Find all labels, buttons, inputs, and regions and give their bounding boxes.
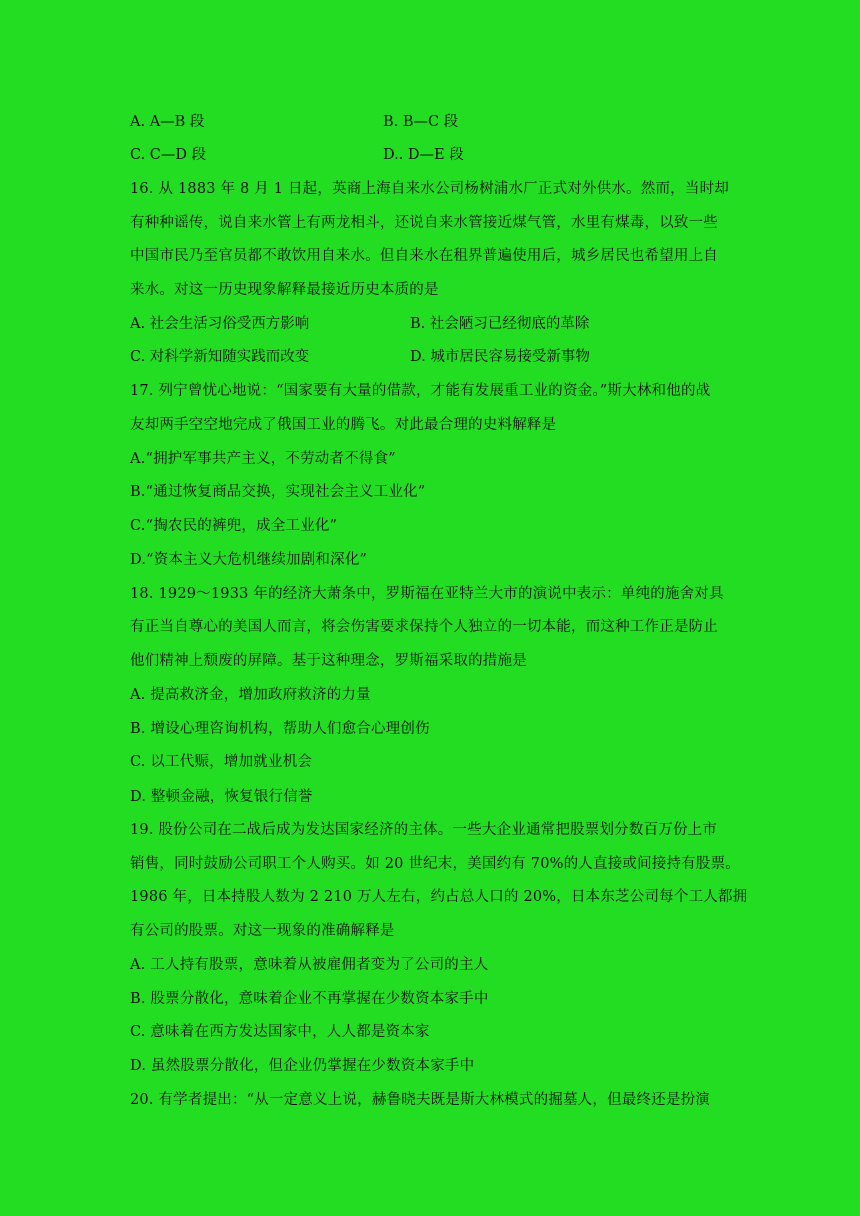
q16-stem-line-2: 有种种谣传，说自来水管上有两龙相斗，还说自来水管接近煤气管，水里有煤毒，以致一些 (130, 215, 718, 231)
q16-stem-line-4: 来水。对这一历史现象解释最接近历史本质的是 (130, 282, 439, 298)
q19-option-d: D. 虽然股票分散化，但企业仍掌握在少数资本家手中 (130, 1058, 475, 1074)
q18-option-a: A. 提高救济金，增加政府救济的力量 (130, 687, 371, 703)
q18-stem-line-2: 有正当自尊心的美国人而言，将会伤害要求保持个人独立的一切本能，而这种工作正是防止 (130, 619, 718, 635)
q18-option-b: B. 增设心理咨询机构，帮助人们愈合心理创伤 (130, 721, 430, 737)
q17-option-a: A.“拥护军事共产主义，不劳动者不得食” (130, 451, 396, 467)
q17-stem-line-1: 17. 列宁曾忧心地说：“国家要有大量的借款，才能有发展重工业的资金。”斯大林和他的战 (130, 383, 711, 399)
q18-stem-line-1: 18. 1929～1933 年的经济大萧条中，罗斯福在亚特兰大市的演说中表示：单纯的施舍对具 (130, 586, 724, 602)
q16-option-c: C. 对科学新知随实践而改变 (130, 349, 310, 365)
q16-options-row-1 (130, 314, 740, 334)
q15-option-a: A. A—B 段 (130, 114, 205, 130)
q17-option-c: C.“掏农民的裤兜，成全工业化” (130, 518, 338, 534)
q17-stem-line-2: 友却两手空空地完成了俄国工业的腾飞。对此最合理的史料解释是 (130, 417, 557, 433)
q19-option-a: A. 工人持有股票，意味着从被雇佣者变为了公司的主人 (130, 957, 489, 973)
q15-options-row-2 (130, 145, 740, 165)
q16-option-b: B. 社会陋习已经彻底的革除 (410, 316, 590, 332)
q15-options-row-1 (130, 112, 740, 132)
q15-option-d: D.. D—E 段 (383, 147, 464, 163)
q17-option-d: D.“资本主义大危机继续加剧和深化” (130, 552, 368, 568)
q18-option-c: C. 以工代赈，增加就业机会 (130, 754, 313, 770)
q16-option-d: D. 城市居民容易接受新事物 (410, 349, 590, 365)
q19-option-c: C. 意味着在西方发达国家中，人人都是资本家 (130, 1024, 430, 1040)
q15-option-b: B. B—C 段 (383, 114, 459, 130)
q19-stem-line-3: 1986 年，日本持股人数为 2 210 万人左右，约占总人口的 20%，日本东芝公司每个工人都拥 (130, 889, 748, 905)
q19-stem-line-2: 销售，同时鼓励公司职工个人购买。如 20 世纪末，美国约有 70%的人直接或间接持有股票。 (130, 856, 741, 872)
q20-stem-line-1: 20. 有学者提出：“从一定意义上说，赫鲁晓夫既是斯大林模式的掘墓人，但最终还是扮演 (130, 1092, 710, 1108)
q16-stem-line-3: 中国市民乃至官员都不敢饮用自来水。但自来水在租界普遍使用后，城乡居民也希望用上自 (130, 248, 718, 264)
q17-option-b: B.“通过恢复商品交换，实现社会主义工业化” (130, 484, 426, 500)
q19-stem-line-1: 19. 股份公司在二战后成为发达国家经济的主体。一些大企业通常把股票划分数百万份上市 (130, 822, 718, 838)
q15-option-c: C. C—D 段 (130, 147, 207, 163)
q16-stem-line-1: 16. 从 1883 年 8 月 1 日起，英商上海自来水公司杨树浦水厂正式对外供水。然而，当时却 (130, 181, 729, 197)
q19-option-b: B. 股票分散化，意味着企业不再掌握在少数资本家手中 (130, 991, 489, 1007)
q16-option-a: A. 社会生活习俗受西方影响 (130, 316, 310, 332)
q19-stem-line-4: 有公司的股票。对这一现象的准确解释是 (130, 923, 395, 939)
q16-options-row-2 (130, 347, 740, 367)
q18-stem-line-3: 他们精神上颓废的屏障。基于这种理念，罗斯福采取的措施是 (130, 653, 527, 669)
q18-option-d: D. 整顿金融，恢复银行信誉 (130, 789, 313, 805)
